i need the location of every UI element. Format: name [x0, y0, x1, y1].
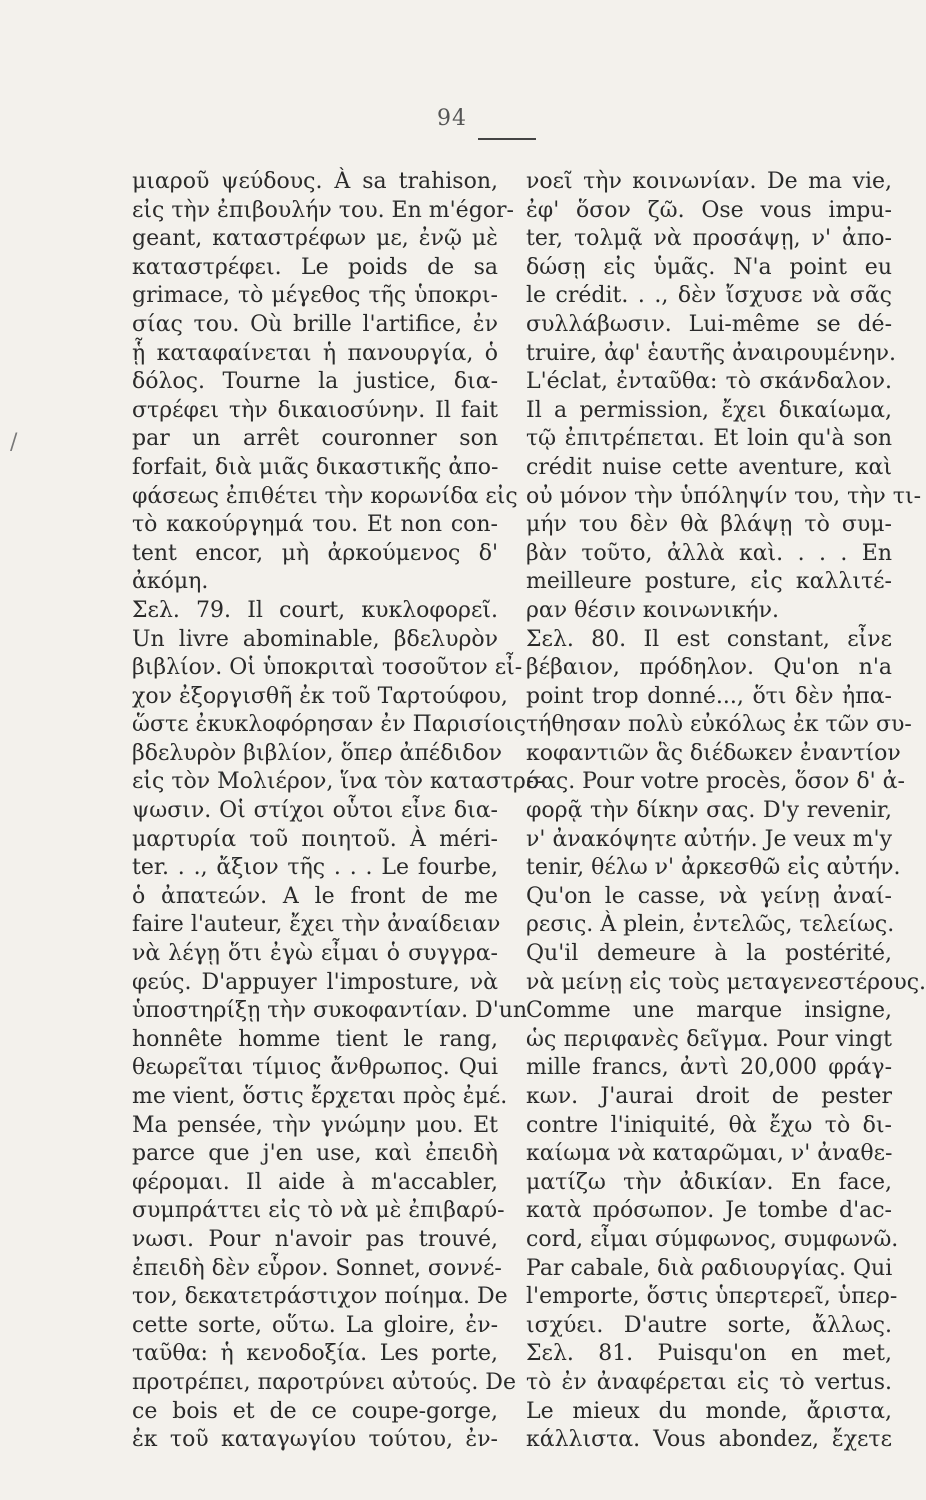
right-line-20: τήθησαν πολὺ εὐκόλως ἐκ τῶν συ- — [526, 712, 912, 738]
left-line-43: προτρέπει, παροτρύνει αὐτούς. De — [132, 1369, 516, 1395]
left-line-38: νωσι. Pour n'avoir pas trouvé, — [132, 1226, 498, 1252]
right-line-15: meilleure posture, εἰς καλλιτέ- — [526, 569, 892, 595]
left-line-3: geant, καταστρέφων με, ἐνῷ μὲ — [132, 226, 498, 252]
left-line-10: par un arrêt couronner son — [132, 426, 498, 452]
left-line-9: στρέφει τὴν δικαιοσύνην. Il fait — [132, 397, 498, 423]
right-line-32: mille francs, ἀντὶ 20,000 φράγ- — [526, 1055, 892, 1081]
left-line-30: ὑποστηρίξῃ τὴν συκοφαντίαν. D'un — [132, 998, 528, 1024]
right-line-6: συλλάβωσιν. Lui-même se dé- — [526, 311, 892, 337]
left-line-26: ὁ ἀπατεών. A le front de me — [132, 883, 498, 909]
right-line-34: contre l'iniquité, θὰ ἔχω τὸ δι- — [526, 1112, 892, 1138]
left-line-5: grimace, τὸ μέγεθος τῆς ὑποκρι- — [132, 283, 498, 309]
left-line-4: καταστρέφει. Le poids de sa — [132, 254, 498, 280]
left-line-24: μαρτυρία τοῦ ποιητοῦ. À méri- — [132, 826, 498, 852]
right-line-18: βέβαιον, πρόδηλον. Qu'on n'a — [526, 655, 892, 681]
left-line-15: ἀκόμη. — [132, 569, 209, 595]
right-line-40: l'emporte, ὅστις ὑπερτερεῖ, ὑπερ- — [526, 1284, 898, 1310]
right-line-28: Qu'il demeure à la postérité, — [526, 941, 892, 967]
right-line-26: Qu'on le casse, νὰ γείνῃ ἀναί- — [526, 883, 892, 909]
right-line-27: ρεσις. À plein, ἐντελῶς, τελείως. — [526, 912, 895, 938]
right-line-11: crédit nuise cette aventure, καὶ — [526, 454, 892, 480]
left-line-17: Un livre abominable, βδελυρὸν — [132, 626, 498, 652]
right-line-5: le crédit. . ., δὲν ἴσχυσε νὰ σᾶς — [526, 283, 892, 309]
right-line-45: κάλλιστα. Vous abondez, ἔχετε — [526, 1427, 892, 1453]
right-line-14: βὰν τοῦτο, ἀλλὰ καὶ. . . . En — [526, 540, 892, 566]
right-line-7: truire, ἀφ' ἑαυτῆς ἀναιρουμένην. — [526, 340, 896, 366]
right-line-16: ραν θέσιν κοινωνικήν. — [526, 597, 780, 623]
left-line-14: tent encor, μὴ ἀρκούμενος δ' — [132, 540, 498, 566]
left-line-42: ταῦθα: ἡ κενοδοξία. Les porte, — [132, 1341, 498, 1367]
left-line-40: τον, δεκατετράστιχον ποίημα. De — [132, 1284, 508, 1310]
left-line-25: ter. . ., ἄξιον τῆς . . . Le fourbe, — [132, 855, 498, 881]
right-line-10: τῷ ἐπιτρέπεται. Et loin qu'à son — [526, 426, 892, 452]
left-line-45: ἐκ τοῦ καταγωγίου τούτου, ἐν- — [132, 1427, 498, 1453]
right-line-36: ματίζω τὴν ἀδικίαν. En face, — [526, 1169, 892, 1195]
page-number-rule — [478, 138, 536, 140]
left-line-32: θεωρεῖται τίμιος ἄνθρωπος. Qui — [132, 1055, 498, 1081]
left-line-12: φάσεως ἐπιθέτει τὴν κορωνίδα εἰς — [132, 483, 518, 509]
left-line-41: cette sorte, οὕτω. La gloire, ἐν- — [132, 1312, 498, 1338]
left-line-29: φεύς. D'appuyer l'imposture, νὰ — [132, 969, 498, 995]
right-line-33: κων. J'aurai droit de pester — [526, 1084, 892, 1109]
right-line-37: κατὰ πρόσωπον. Je tombe d'ac- — [526, 1198, 892, 1224]
right-line-43: τὸ ἐν ἀναφέρεται εἰς τὸ vertus. — [526, 1369, 892, 1395]
right-line-24: ν' ἀνακόψητε αὐτήν. Je veux m'y — [526, 826, 892, 852]
left-line-34: Ma pensée, τὴν γνώμην μου. Et — [132, 1112, 498, 1138]
right-line-3: ter, τολμᾷ νὰ προσάψῃ, ν' ἀπο- — [526, 226, 892, 252]
left-line-35: parce que j'en use, καὶ ἐπειδὴ — [132, 1141, 498, 1167]
left-line-23: ψωσιν. Οἱ στίχοι οὗτοι εἶνε δια- — [132, 798, 498, 824]
right-line-42: Σελ. 81. Puisqu'on en met, — [526, 1341, 892, 1367]
left-line-8: δόλος. Tourne la justice, δια- — [132, 369, 498, 395]
right-line-19: point trop donné..., ὅτι δὲν ἠπα- — [526, 683, 892, 709]
left-line-13: τὸ κακούργημά του. Et non con- — [132, 512, 498, 538]
right-line-21: κοφαντιῶν ἃς διέδωκεν ἐναντίον — [526, 740, 901, 766]
left-line-21: βδελυρὸν βιβλίον, ὅπερ ἀπέδιδον — [132, 740, 502, 766]
left-line-36: φέρομαι. Il aide à m'accabler, — [132, 1169, 498, 1195]
right-line-4: δώσῃ εἰς ὑμᾶς. N'a point eu — [526, 254, 892, 280]
left-line-33: me vient, ὅστις ἔρχεται πρὸς ἐμέ. — [132, 1084, 508, 1109]
left-line-20: ὥστε ἐκυκλοφόρησαν ἐν Παρισίοις — [132, 712, 527, 738]
page-number: 94 — [437, 106, 467, 131]
right-line-22: σας. Pour votre procès, ὅσον δ' ἀ- — [526, 769, 905, 795]
margin-mark: / — [10, 430, 18, 455]
right-line-1: νοεῖ τὴν κοινωνίαν. De ma vie, — [526, 169, 892, 194]
left-line-44: ce bois et de ce coupe-gorge, — [132, 1398, 498, 1424]
right-line-13: μήν του δὲν θὰ βλάψῃ τὸ συμ- — [526, 512, 892, 538]
right-line-38: cord, εἶμαι σύμφωνος, συμφωνῶ. — [526, 1226, 899, 1252]
right-line-30: Comme une marque insigne, — [526, 998, 892, 1024]
right-line-29: νὰ μείνῃ εἰς τοὺς μεταγενεστέρους. — [526, 969, 926, 995]
right-line-17: Σελ. 80. Il est constant, εἶνε — [526, 626, 892, 652]
left-line-6: σίας του. Où brille l'artifice, ἐν — [132, 311, 498, 337]
right-line-25: tenir, θέλω ν' ἀρκεσθῶ εἰς αὐτήν. — [526, 855, 901, 881]
left-column — [132, 168, 545, 1455]
left-line-22: εἰς τὸν Μολιέρον, ἵνα τὸν καταστρέ- — [132, 769, 545, 795]
right-column — [526, 168, 926, 1455]
left-line-7: ᾗ καταφαίνεται ἡ πανουργία, ὁ — [132, 340, 498, 366]
right-line-9: Il a permission, ἔχει δικαίωμα, — [526, 397, 892, 423]
right-line-44: Le mieux du monde, ἄριστα, — [526, 1398, 892, 1424]
right-line-23: φορᾷ τὴν δίκην σας. D'y revenir, — [526, 798, 892, 824]
right-line-35: καίωμα νὰ καταρῶμαι, ν' ἀναθε- — [526, 1141, 893, 1167]
right-line-8: L'éclat, ἐνταῦθα: τὸ σκάνδαλον. — [526, 369, 892, 395]
right-line-39: Par cabale, διὰ ραδιουργίας. Qui — [526, 1255, 893, 1281]
right-line-41: ισχύει. D'autre sorte, ἄλλως. — [526, 1312, 892, 1338]
left-line-18: βιβλίον. Οἱ ὑποκριταὶ τοσοῦτον εἶ- — [132, 655, 523, 681]
right-line-31: ὡς περιφανὲς δεῖγμα. Pour vingt — [526, 1026, 892, 1052]
left-line-11: forfait, διὰ μιᾶς δικαστικῆς ἀπο- — [132, 454, 499, 480]
right-line-12: οὐ μόνον τὴν ὑπόληψίν του, τὴν τι- — [526, 483, 922, 509]
left-line-1: μιαροῦ ψεύδους. À sa trahison, — [132, 169, 498, 194]
left-line-28: νὰ λέγῃ ὅτι ἐγὼ εἶμαι ὁ συγγρα- — [132, 941, 498, 967]
left-line-2: εἰς τὴν ἐπιβουλήν του. En m'égor- — [132, 197, 514, 223]
left-line-27: faire l'auteur, ἔχει τὴν ἀναίδειαν — [132, 912, 501, 938]
left-line-39: ἐπειδὴ δὲν εὗρον. Sonnet, σοννέ- — [132, 1255, 502, 1281]
right-line-2: ἐφ' ὅσον ζῶ. Ose vous impu- — [526, 197, 892, 223]
left-line-16: Σελ. 79. Il court, κυκλοφορεῖ. — [132, 597, 498, 623]
left-line-37: συμπράττει εἰς τὸ νὰ μὲ ἐπιβαρύ- — [132, 1198, 505, 1224]
left-line-31: honnête homme tient le rang, — [132, 1026, 498, 1052]
left-line-19: χον ἐξοργισθῆ ἐκ τοῦ Ταρτούφου, — [132, 683, 508, 709]
